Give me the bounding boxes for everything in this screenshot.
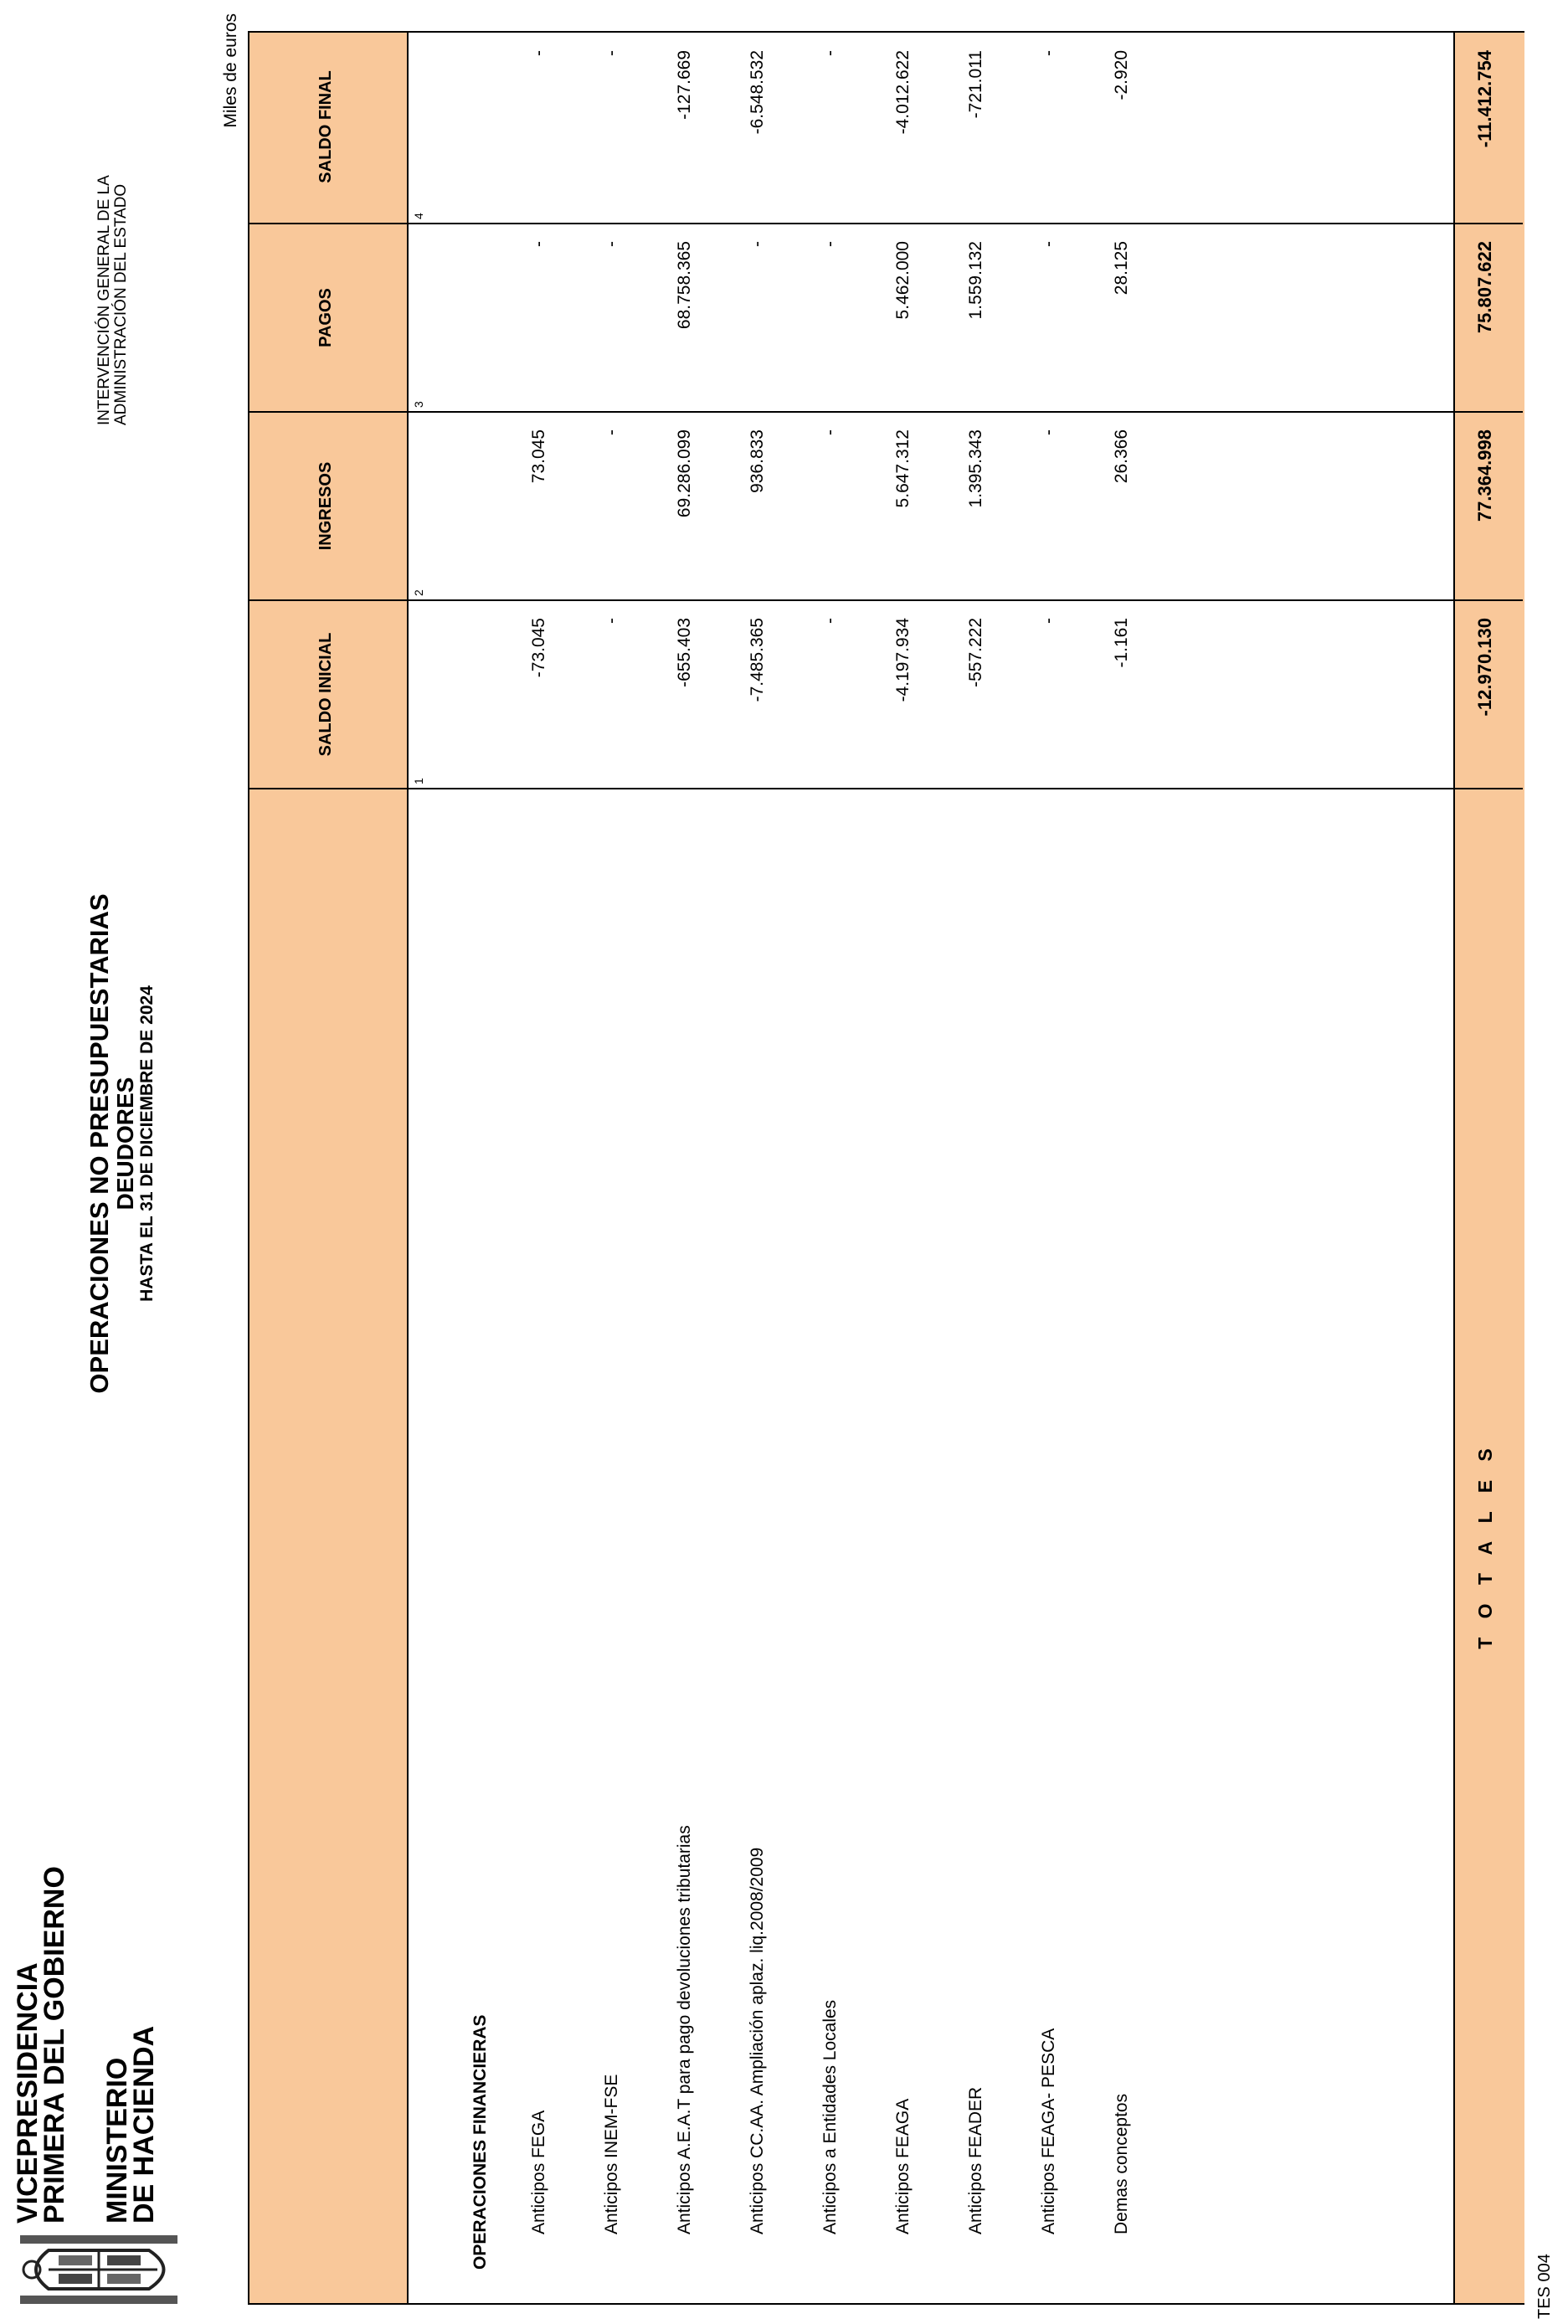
- ministry-line2: DE HACIENDA: [128, 2025, 160, 2224]
- row-label: Anticipos A.E.A.T para pago devoluciones tributarias: [675, 1825, 694, 2234]
- row-label: Anticipos FEAGA: [893, 2098, 913, 2234]
- cell-ingresos: 73.045: [529, 429, 548, 484]
- report-title: [85, 876, 157, 1411]
- column-number: 1: [412, 778, 425, 784]
- column-divider: [249, 788, 1523, 789]
- cell-pagos: -: [748, 241, 767, 247]
- cell-saldo-inicial: -7.485.365: [748, 618, 767, 702]
- cell-saldo-inicial: -557.222: [966, 618, 985, 687]
- cell-saldo-inicial: -4.197.934: [893, 618, 913, 702]
- column-header-pagos: PAGOS: [316, 288, 335, 347]
- row-label: Demas conceptos: [1112, 2093, 1131, 2234]
- cell-pagos: -: [529, 241, 548, 247]
- cell-ingresos: 26.366: [1112, 429, 1131, 484]
- cell-saldo-final: -6.548.532: [748, 50, 767, 135]
- org-line1: VICEPRESIDENCIA: [12, 1962, 44, 2224]
- cell-saldo-inicial: -: [1039, 618, 1058, 624]
- column-header-ingresos: INGRESOS: [316, 461, 335, 551]
- cell-ingresos: 936.833: [748, 429, 767, 493]
- title-line2: DEUDORES: [112, 1077, 138, 1211]
- agency-line1: INTERVENCIÓN GENERAL DE LA: [95, 175, 113, 425]
- cell-ingresos: 69.286.099: [675, 429, 694, 518]
- units-label: Miles de euros: [221, 13, 240, 128]
- cell-ingresos: -: [1039, 429, 1058, 435]
- total-saldo-final: -11.412.754: [1474, 50, 1495, 148]
- total-pagos: 75.807.622: [1474, 241, 1495, 334]
- cell-saldo-inicial: -655.403: [675, 618, 694, 687]
- row-label: Anticipos FEADER: [966, 2086, 985, 2234]
- totals-label: T O T A L E S: [1474, 1442, 1496, 1649]
- cell-ingresos: 5.647.312: [893, 429, 913, 508]
- form-code: TES 004: [1535, 2254, 1554, 2319]
- row-label: Anticipos FEGA: [529, 2110, 548, 2234]
- cell-saldo-inicial: -: [602, 618, 621, 624]
- ministry-line1: MINISTERIO: [101, 2057, 133, 2224]
- column-divider: [249, 223, 1523, 224]
- cell-saldo-final: -2.920: [1112, 50, 1131, 100]
- cell-pagos: 68.758.365: [675, 241, 694, 330]
- row-label: Anticipos CC.AA. Ampliación aplaz. liq.2008/2009: [748, 1847, 767, 2234]
- section-title: OPERACIONES FINANCIERAS: [470, 2014, 490, 2270]
- column-divider: [249, 411, 1523, 413]
- cell-ingresos: -: [820, 429, 840, 435]
- row-label: Anticipos a Entidades Locales: [820, 1999, 840, 2234]
- column-number: 3: [412, 401, 425, 408]
- column-number: 2: [412, 589, 425, 596]
- cell-pagos: 5.462.000: [893, 241, 913, 320]
- cell-pagos: -: [820, 241, 840, 247]
- cell-saldo-inicial: -73.045: [529, 618, 548, 678]
- cell-saldo-final: -: [529, 50, 548, 56]
- row-label: Anticipos INEM-FSE: [602, 2074, 621, 2234]
- cell-ingresos: -: [602, 429, 621, 435]
- cell-saldo-final: -: [602, 50, 621, 56]
- data-table: [248, 31, 1524, 2305]
- cell-saldo-inicial: -1.161: [1112, 618, 1131, 668]
- row-label: Anticipos FEAGA- PESCA: [1039, 2028, 1058, 2234]
- cell-pagos: -: [602, 241, 621, 247]
- total-saldo-inicial: -12.970.130: [1474, 618, 1495, 717]
- cell-pagos: 1.559.132: [966, 241, 985, 320]
- title-line3: HASTA EL 31 DE DICIEMBRE DE 2024: [137, 985, 157, 1302]
- cell-saldo-final: -721.011: [966, 50, 985, 119]
- spanish-crest-icon: [15, 2234, 183, 2306]
- cell-saldo-final: -4.012.622: [893, 50, 913, 135]
- cell-pagos: -: [1039, 241, 1058, 247]
- org-line2: PRIMERA DEL GOBIERNO: [39, 1866, 70, 2224]
- column-header-saldo-final: SALDO FINAL: [316, 70, 335, 183]
- cell-saldo-inicial: -: [820, 618, 840, 624]
- cell-saldo-final: -127.669: [675, 50, 694, 120]
- cell-pagos: 28.125: [1112, 241, 1131, 296]
- column-divider: [249, 599, 1523, 601]
- cell-ingresos: 1.395.343: [966, 429, 985, 508]
- total-ingresos: 77.364.998: [1474, 429, 1495, 522]
- agency-line2: ADMINISTRACIÓN DEL ESTADO: [112, 183, 130, 425]
- column-header-saldo-inicial: SALDO INICIAL: [316, 632, 335, 757]
- cell-saldo-final: -: [1039, 50, 1058, 56]
- title-line1: OPERACIONES NO PRESUPUESTARIAS: [85, 893, 114, 1394]
- column-number: 4: [412, 213, 425, 219]
- cell-saldo-final: -: [820, 50, 840, 56]
